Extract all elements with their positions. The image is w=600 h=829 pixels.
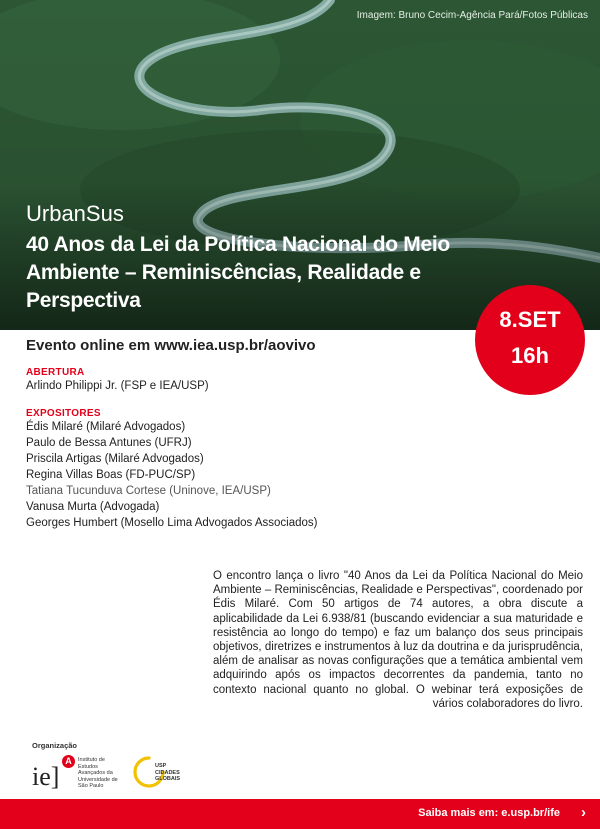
speaker-item: Priscila Artigas (Milaré Advogados) xyxy=(26,453,204,465)
opening-speaker: Arlindo Philippi Jr. (FSP e IEA/USP) xyxy=(26,380,209,392)
hero-banner xyxy=(0,0,600,330)
usp-cidades-globais-text: USP CIDADES GLOBAIS xyxy=(155,763,181,782)
speaker-item: Édis Milaré (Milaré Advogados) xyxy=(26,421,186,433)
footer-bar xyxy=(0,799,600,829)
more-info-link[interactable]: Saiba mais em: e.usp.br/ife xyxy=(418,807,560,819)
speaker-item: Regina Villas Boas (FD-PUC/SP) xyxy=(26,469,196,481)
opening-label: ABERTURA xyxy=(26,367,85,378)
speaker-item: Tatiana Tucunduva Cortese (Uninove, IEA/USP) xyxy=(26,485,271,497)
online-event-link[interactable]: Evento online em www.iea.usp.br/aovivo xyxy=(26,337,316,354)
speakers-label: EXPOSITORES xyxy=(26,408,101,419)
chevron-right-icon[interactable]: › xyxy=(581,804,586,821)
iea-logo: ie] xyxy=(32,762,60,791)
event-date: 8.SET xyxy=(499,307,561,332)
date-badge xyxy=(475,285,585,395)
organization-label: Organização xyxy=(32,741,78,750)
iea-logo-text: Instituto de Estudos Avançados da Universidade de São Paulo xyxy=(78,757,118,789)
speaker-item: Paulo de Bessa Antunes (UFRJ) xyxy=(26,437,192,449)
speaker-item: Georges Humbert (Mosello Lima Advogados Associados) xyxy=(26,517,318,529)
iea-a-mark: A xyxy=(62,755,75,768)
event-time: 16h xyxy=(511,343,549,368)
series-name: UrbanSus xyxy=(26,201,124,226)
event-title: 40 Anos da Lei da Política Nacional do Meio Ambiente – Reminiscências, Realidade e Perspectiva xyxy=(26,233,450,312)
speaker-item: Vanusa Murta (Advogada) xyxy=(26,501,160,513)
event-description: O encontro lança o livro "40 Anos da Lei da Política Nacional do Meio Ambiente – Reminiscências, Realidade e Perspectivas", coordenado por Édis Milaré. Com 50 artigos de 74 autores, a obra discute a aplicabilidade da Lei 6.938/81 (buscando evidenciar a sua maturidade e resistência ao longo do tempo) e faz um balanço dos seus principais objetivos, diretrizes e instrumentos à luz da doutrina e da jurisprudência, além de analisar as novas configurações que a temática ambiental vem adquirindo após os impactos decorrentes da pandemia, tanto no contexto nacional quanto no global. O webinar terá exposições de vários colaboradores do livro. xyxy=(213,570,583,710)
image-credit: Imagem: Bruno Cecim-Agência Pará/Fotos Públicas xyxy=(356,10,588,21)
